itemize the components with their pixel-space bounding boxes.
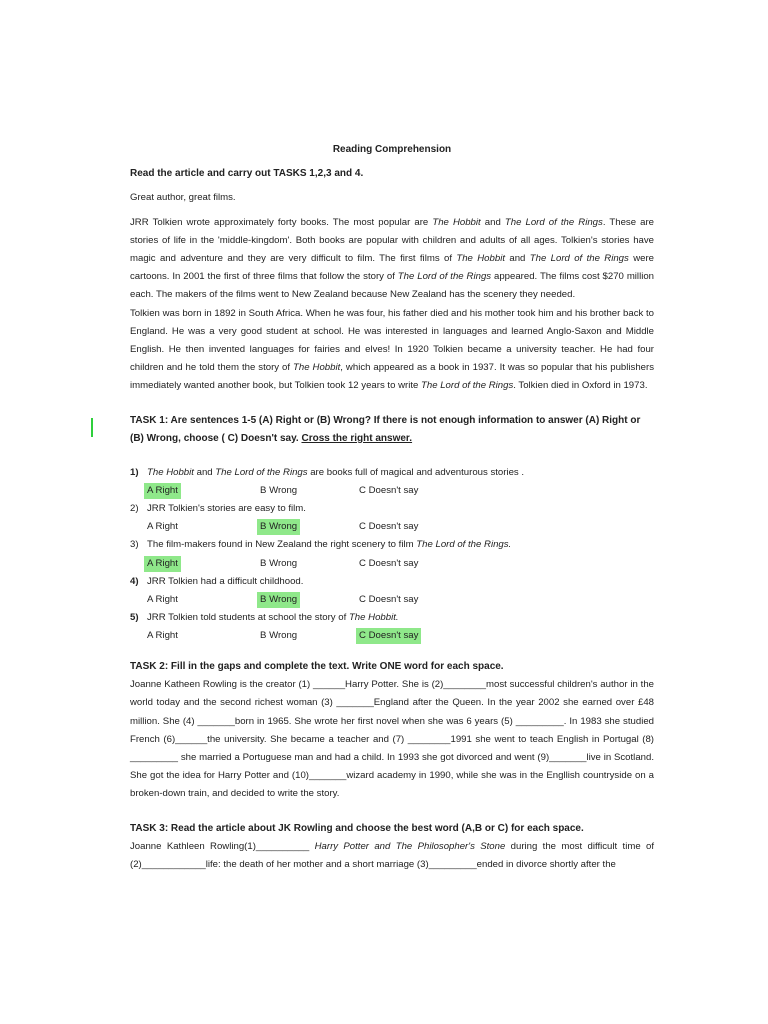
book-title: The Lord of the Rings [421, 380, 514, 392]
text-run: were cartoons. In 2001 the first of three films that follow the story of [130, 253, 654, 283]
q3-option-c[interactable]: C Doesn't say [359, 557, 419, 569]
q4-option-a[interactable]: A Right [147, 593, 178, 605]
instruction: Read the article and carry out TASKS 1,2,3 and 4. [130, 168, 364, 180]
text-run: , which appeared as a book in 1937. It was so popular that his publishers immediately wanted another book, but Tolkien took 12 years to write [130, 362, 654, 392]
q1-option-c[interactable]: C Doesn't say [359, 485, 419, 497]
task1-question-1 [130, 464, 654, 482]
q4-option-c[interactable]: C Doesn't say [359, 593, 419, 605]
task1-question-5 [130, 609, 654, 627]
book-title: The Lord of the Rings. [416, 539, 512, 551]
q1-option-a-selected[interactable]: A Right [144, 483, 181, 499]
task1-options-2 [130, 518, 654, 536]
spacer [130, 804, 654, 820]
book-title: The Hobbit [432, 216, 481, 228]
task1-heading-text: TASK 1: Are sentences 1-5 (A) Right or (B) Wrong? If there is not enough information to answer (A) Right or (B) Wrong, choose ( C) Doesn't say. [130, 414, 641, 444]
task1-options-5 [130, 627, 654, 645]
article-paragraph-2 [130, 305, 654, 396]
task1-heading-underlined: Cross the right answer. [301, 432, 413, 444]
question-number: 4) [130, 575, 139, 587]
text-run: JRR Tolkien wrote approximately forty books. The most popular are [130, 216, 433, 228]
q1-option-b[interactable]: B Wrong [260, 485, 298, 497]
task2-text: Joanne Katheen Rowling is the creator (1) ______Harry Potter. She is (2)________most successful children's author in the world today and the second richest woman (3) _______England after the Queen. In the year 2002 she earned over £48 million. She (4) _______born in 1965. She wrote her first novel when she was 6 years (5) _________. In 1983 she studied French (6)______the university. She became a teacher and (7) ________1991 she went to teach English in Portugal (8) _________ she married a Portuguese man and had a child. In 1993 she got divorced and went (9)_______live in Scotland. She got the idea for Harry Potter and (10)_______wizard academy in 1990, while she was in the Engllish countryside on a broken-down train, and decided to write the story. [130, 679, 654, 800]
article-subtitle: Great author, great films. [130, 192, 236, 204]
q2-option-a[interactable]: A Right [147, 521, 178, 533]
q5-option-a[interactable]: A Right [147, 630, 178, 642]
q4-option-b-selected[interactable]: B Wrong [257, 592, 300, 608]
q3-option-a-selected[interactable]: A Right [144, 556, 181, 572]
task1-question-4 [130, 573, 654, 591]
question-text: JRR Tolkien had a difficult childhood. [147, 575, 304, 587]
q5-option-b[interactable]: B Wrong [260, 630, 298, 642]
task1-heading [130, 412, 654, 448]
question-text: JRR Tolkien's stories are easy to film. [147, 503, 306, 515]
article-paragraph-1 [130, 214, 654, 305]
task3-heading: TASK 3: Read the article about JK Rowling and choose the best word (A,B or C) for each space. [130, 822, 584, 834]
question-number: 3) [130, 539, 139, 551]
book-title: The Hobbit. [348, 611, 399, 623]
text-run: and [480, 216, 505, 228]
task2-heading: TASK 2: Fill in the gaps and complete the text. Write ONE word for each space. [130, 661, 504, 673]
question-number: 1) [130, 467, 139, 479]
text-run: and [193, 467, 216, 479]
book-title: The Lord of the Rings [504, 216, 603, 228]
book-title: The Lord of the Rings [397, 271, 492, 283]
question-number: 5) [130, 611, 139, 623]
text-run: Tolkien was born in 1892 in South Africa. When he was four, his father died and his mother took him and his brother back to England. He was a very good student at school. He was interested in languages and learned Anglo-Saxon and Middle English. He then invented languages for fairies and elves! In 1920 Tolkien became a university teacher. He had four children and he told them the story of [130, 307, 654, 374]
book-title: Harry Potter and The Philosopher's Stone [314, 840, 506, 852]
book-title: The Lord of the Rings [529, 253, 629, 265]
task1-options-3 [130, 555, 654, 573]
text-run: . These are stories of life in the 'middle-kingdom'. Both books are popular with children and adults of all ages. Tolkien's stories have magic and adventure and they are very difficult to film. The first films of [130, 216, 655, 265]
text-run: during the most difficult time of (2)____________life: the death of her mother and a short marriage (3)_________ended in divorce shortly after the [130, 840, 655, 871]
text-run: are books full of magical and adventurous stories . [307, 467, 525, 479]
task3-text [130, 838, 654, 874]
q2-option-b-selected[interactable]: B Wrong [257, 519, 300, 535]
text-run: Joanne Kathleen Rowling(1)__________ [130, 840, 315, 852]
task1-question-2 [130, 500, 654, 518]
q3-option-b[interactable]: B Wrong [260, 557, 298, 569]
q2-option-c[interactable]: C Doesn't say [359, 521, 419, 533]
question-text: The film-makers found in New Zealand the right scenery to film [147, 539, 417, 551]
question-text: JRR Tolkien told students at school the story of [147, 611, 349, 623]
book-title: The Lord of the Rings [215, 467, 308, 479]
book-title: The Hobbit [147, 467, 194, 479]
text-run: and [505, 253, 530, 265]
q5-option-c-selected[interactable]: C Doesn't say [356, 628, 421, 644]
spacer [130, 645, 654, 658]
text-run: . Tolkien died in Oxford in 1973. [513, 380, 648, 392]
task1-question-3 [130, 536, 654, 554]
text-run: appeared. The films cost $270 million each. The makers of the films went to New Zealand because New Zealand has the scenery they needed. [130, 271, 655, 301]
green-margin-mark [91, 418, 93, 437]
spacer [130, 448, 654, 464]
book-title: The Hobbit [293, 362, 341, 374]
page-title: Reading Comprehension [332, 144, 452, 155]
task1-options-4 [130, 591, 654, 609]
document-content [130, 141, 654, 874]
question-number: 2) [130, 503, 139, 515]
book-title: The Hobbit [456, 253, 505, 265]
spacer [130, 396, 654, 412]
task1-options-1 [130, 482, 654, 500]
